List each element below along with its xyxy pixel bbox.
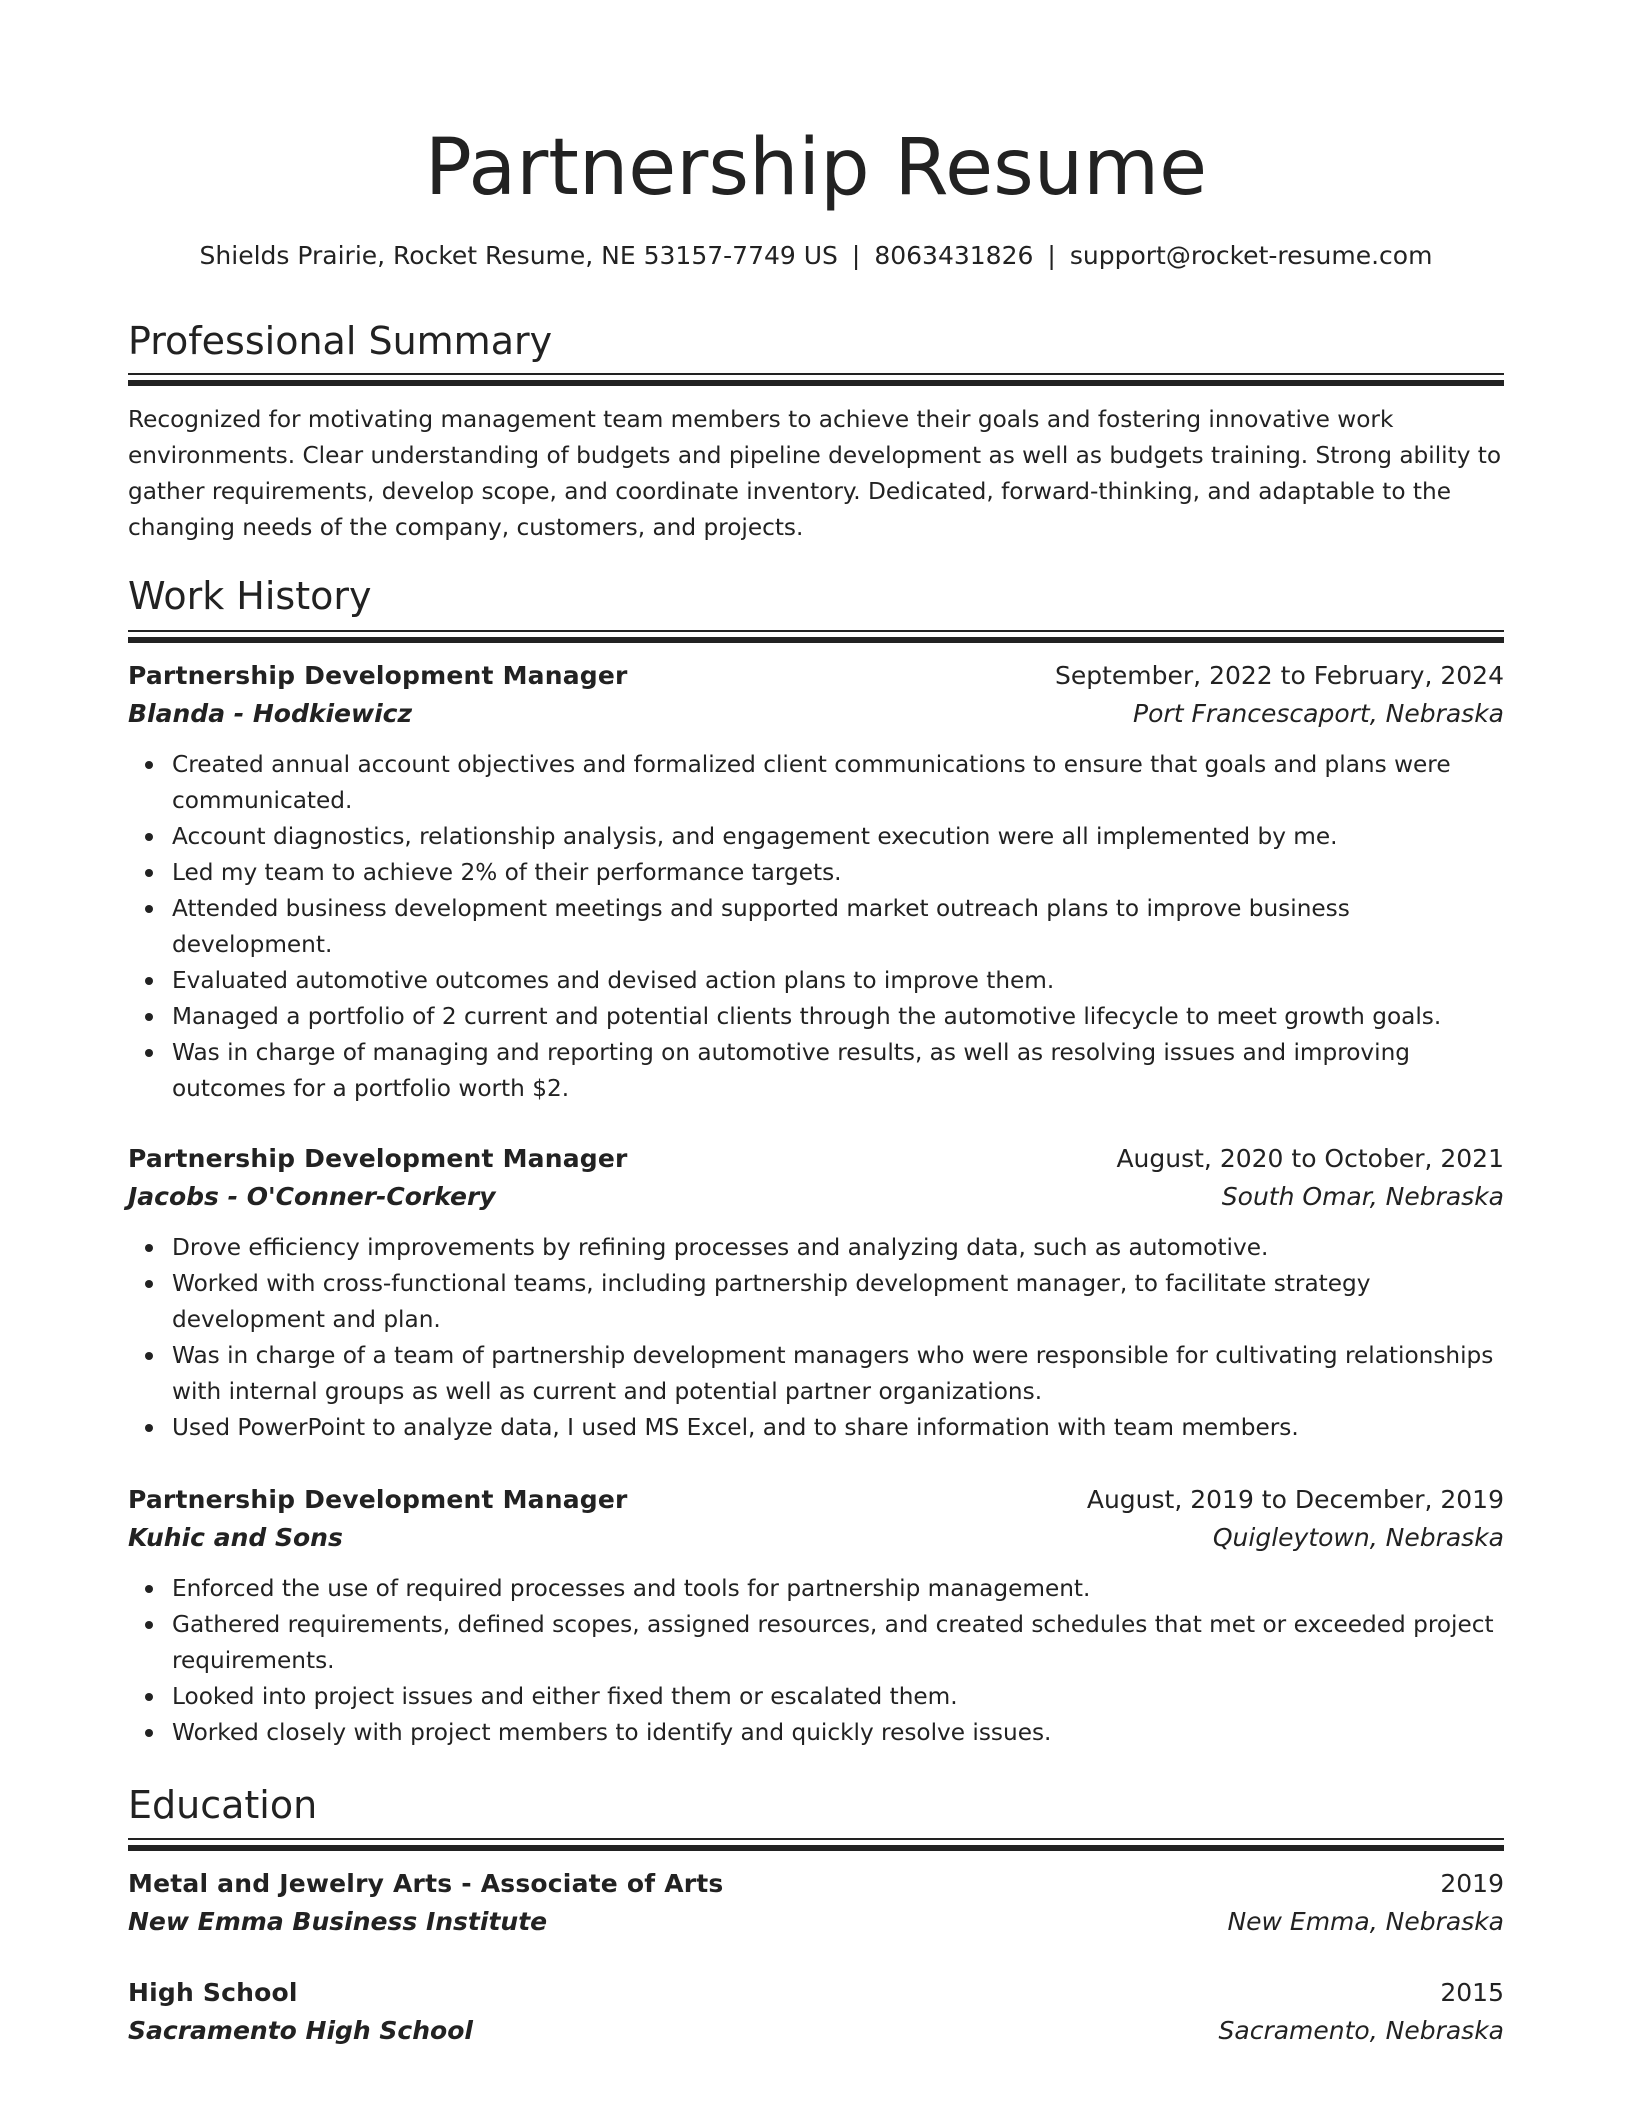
job-dates: September, 2022 to February, 2024 <box>1055 661 1504 690</box>
section-title-work: Work History <box>128 574 372 618</box>
contact-address: Shields Prairie, Rocket Resume, NE 53157-7749 US <box>199 241 838 270</box>
section-title-summary: Professional Summary <box>128 319 553 363</box>
job-header <box>128 1140 1504 1178</box>
list-item: Looked into project issues and either fixed them or escalated them. <box>172 1679 1504 1715</box>
job-header <box>128 657 1504 695</box>
contact-separator: | <box>1047 241 1056 270</box>
list-item: Enforced the use of required processes and tools for partnership management. <box>172 1571 1504 1607</box>
contact-phone: 8063431826 <box>874 241 1034 270</box>
job-company: Kuhic and Sons <box>128 1523 343 1552</box>
list-item: Attended business development meetings and supported market outreach plans to improve business development. <box>172 891 1504 963</box>
job-dates: August, 2020 to October, 2021 <box>1116 1144 1504 1173</box>
list-item: Created annual account objectives and formalized client communications to ensure that goals and plans were communicated. <box>172 747 1504 819</box>
education-location: Sacramento, Nebraska <box>1218 2016 1504 2045</box>
job-company-row <box>128 695 1504 733</box>
job-header <box>128 1481 1504 1519</box>
list-item: Evaluated automotive outcomes and devised action plans to improve them. <box>172 963 1504 999</box>
job-bullets <box>128 1230 1504 1446</box>
list-item: Account diagnostics, relationship analysis, and engagement execution were all implemented by me. <box>172 819 1504 855</box>
education-degree: Metal and Jewelry Arts - Associate of Arts <box>128 1869 724 1898</box>
list-item: Used PowerPoint to analyze data, I used MS Excel, and to share information with team members. <box>172 1410 1504 1446</box>
job-dates: August, 2019 to December, 2019 <box>1086 1485 1504 1514</box>
page-title: Partnership Resume <box>424 123 1208 213</box>
job-title: Partnership Development Manager <box>128 1485 628 1514</box>
list-item: Was in charge of managing and reporting on automotive results, as well as resolving issues and improving outcomes for a portfolio worth $2. <box>172 1035 1504 1107</box>
education-school: Sacramento High School <box>128 2016 473 2045</box>
job-company: Jacobs - O'Conner-Corkery <box>128 1182 496 1211</box>
education-school: New Emma Business Institute <box>128 1907 548 1936</box>
list-item: Worked with cross-functional teams, including partnership development manager, to facilitate strategy development and plan. <box>172 1266 1504 1338</box>
section-divider <box>128 630 1504 640</box>
contact-line <box>128 238 1504 274</box>
education-location: New Emma, Nebraska <box>1227 1907 1504 1936</box>
job-company-row <box>128 1519 1504 1557</box>
education-school-row <box>128 1903 1504 1941</box>
job-location: Port Francescaport, Nebraska <box>1133 699 1504 728</box>
contact-email: support@rocket-resume.com <box>1069 241 1433 270</box>
list-item: Gathered requirements, defined scopes, assigned resources, and created schedules that met or exceeded project requirements. <box>172 1607 1504 1679</box>
education-year: 2015 <box>1440 1978 1504 2007</box>
list-item: Drove efficiency improvements by refining processes and analyzing data, such as automotive. <box>172 1230 1504 1266</box>
job-bullets <box>128 1571 1504 1751</box>
job-title: Partnership Development Manager <box>128 1144 628 1173</box>
job-company-row <box>128 1178 1504 1216</box>
job-location: South Omar, Nebraska <box>1221 1182 1504 1211</box>
job-bullets <box>128 747 1504 1107</box>
job-location: Quigleytown, Nebraska <box>1212 1523 1504 1552</box>
list-item: Worked closely with project members to identify and quickly resolve issues. <box>172 1715 1504 1751</box>
list-item: Was in charge of a team of partnership development managers who were responsible for cultivating relationships with internal groups as well as current and potential partner organizations. <box>172 1338 1504 1410</box>
summary-text: Recognized for motivating management team members to achieve their goals and fostering innovative work environments. Clear understanding of budgets and pipeline development as well as budgets training. Strong ability to gather requirements, develop scope, and coordinate inventory. Dedicated, forward-thinking, and adaptable to the changing needs of the company, customers, and projects. <box>128 406 1502 541</box>
section-divider <box>128 373 1504 383</box>
education-header <box>128 1865 1504 1903</box>
contact-separator: | <box>851 241 861 270</box>
job-company: Blanda - Hodkiewicz <box>128 699 413 728</box>
section-title-education: Education <box>128 1783 318 1827</box>
education-header <box>128 1974 1504 2012</box>
education-degree: High School <box>128 1978 298 2007</box>
list-item: Managed a portfolio of 2 current and potential clients through the automotive lifecycle to meet growth goals. <box>172 999 1504 1035</box>
education-school-row <box>128 2012 1504 2050</box>
education-year: 2019 <box>1440 1869 1504 1898</box>
list-item: Led my team to achieve 2% of their performance targets. <box>172 855 1504 891</box>
job-title: Partnership Development Manager <box>128 661 628 690</box>
section-divider <box>128 1838 1504 1848</box>
